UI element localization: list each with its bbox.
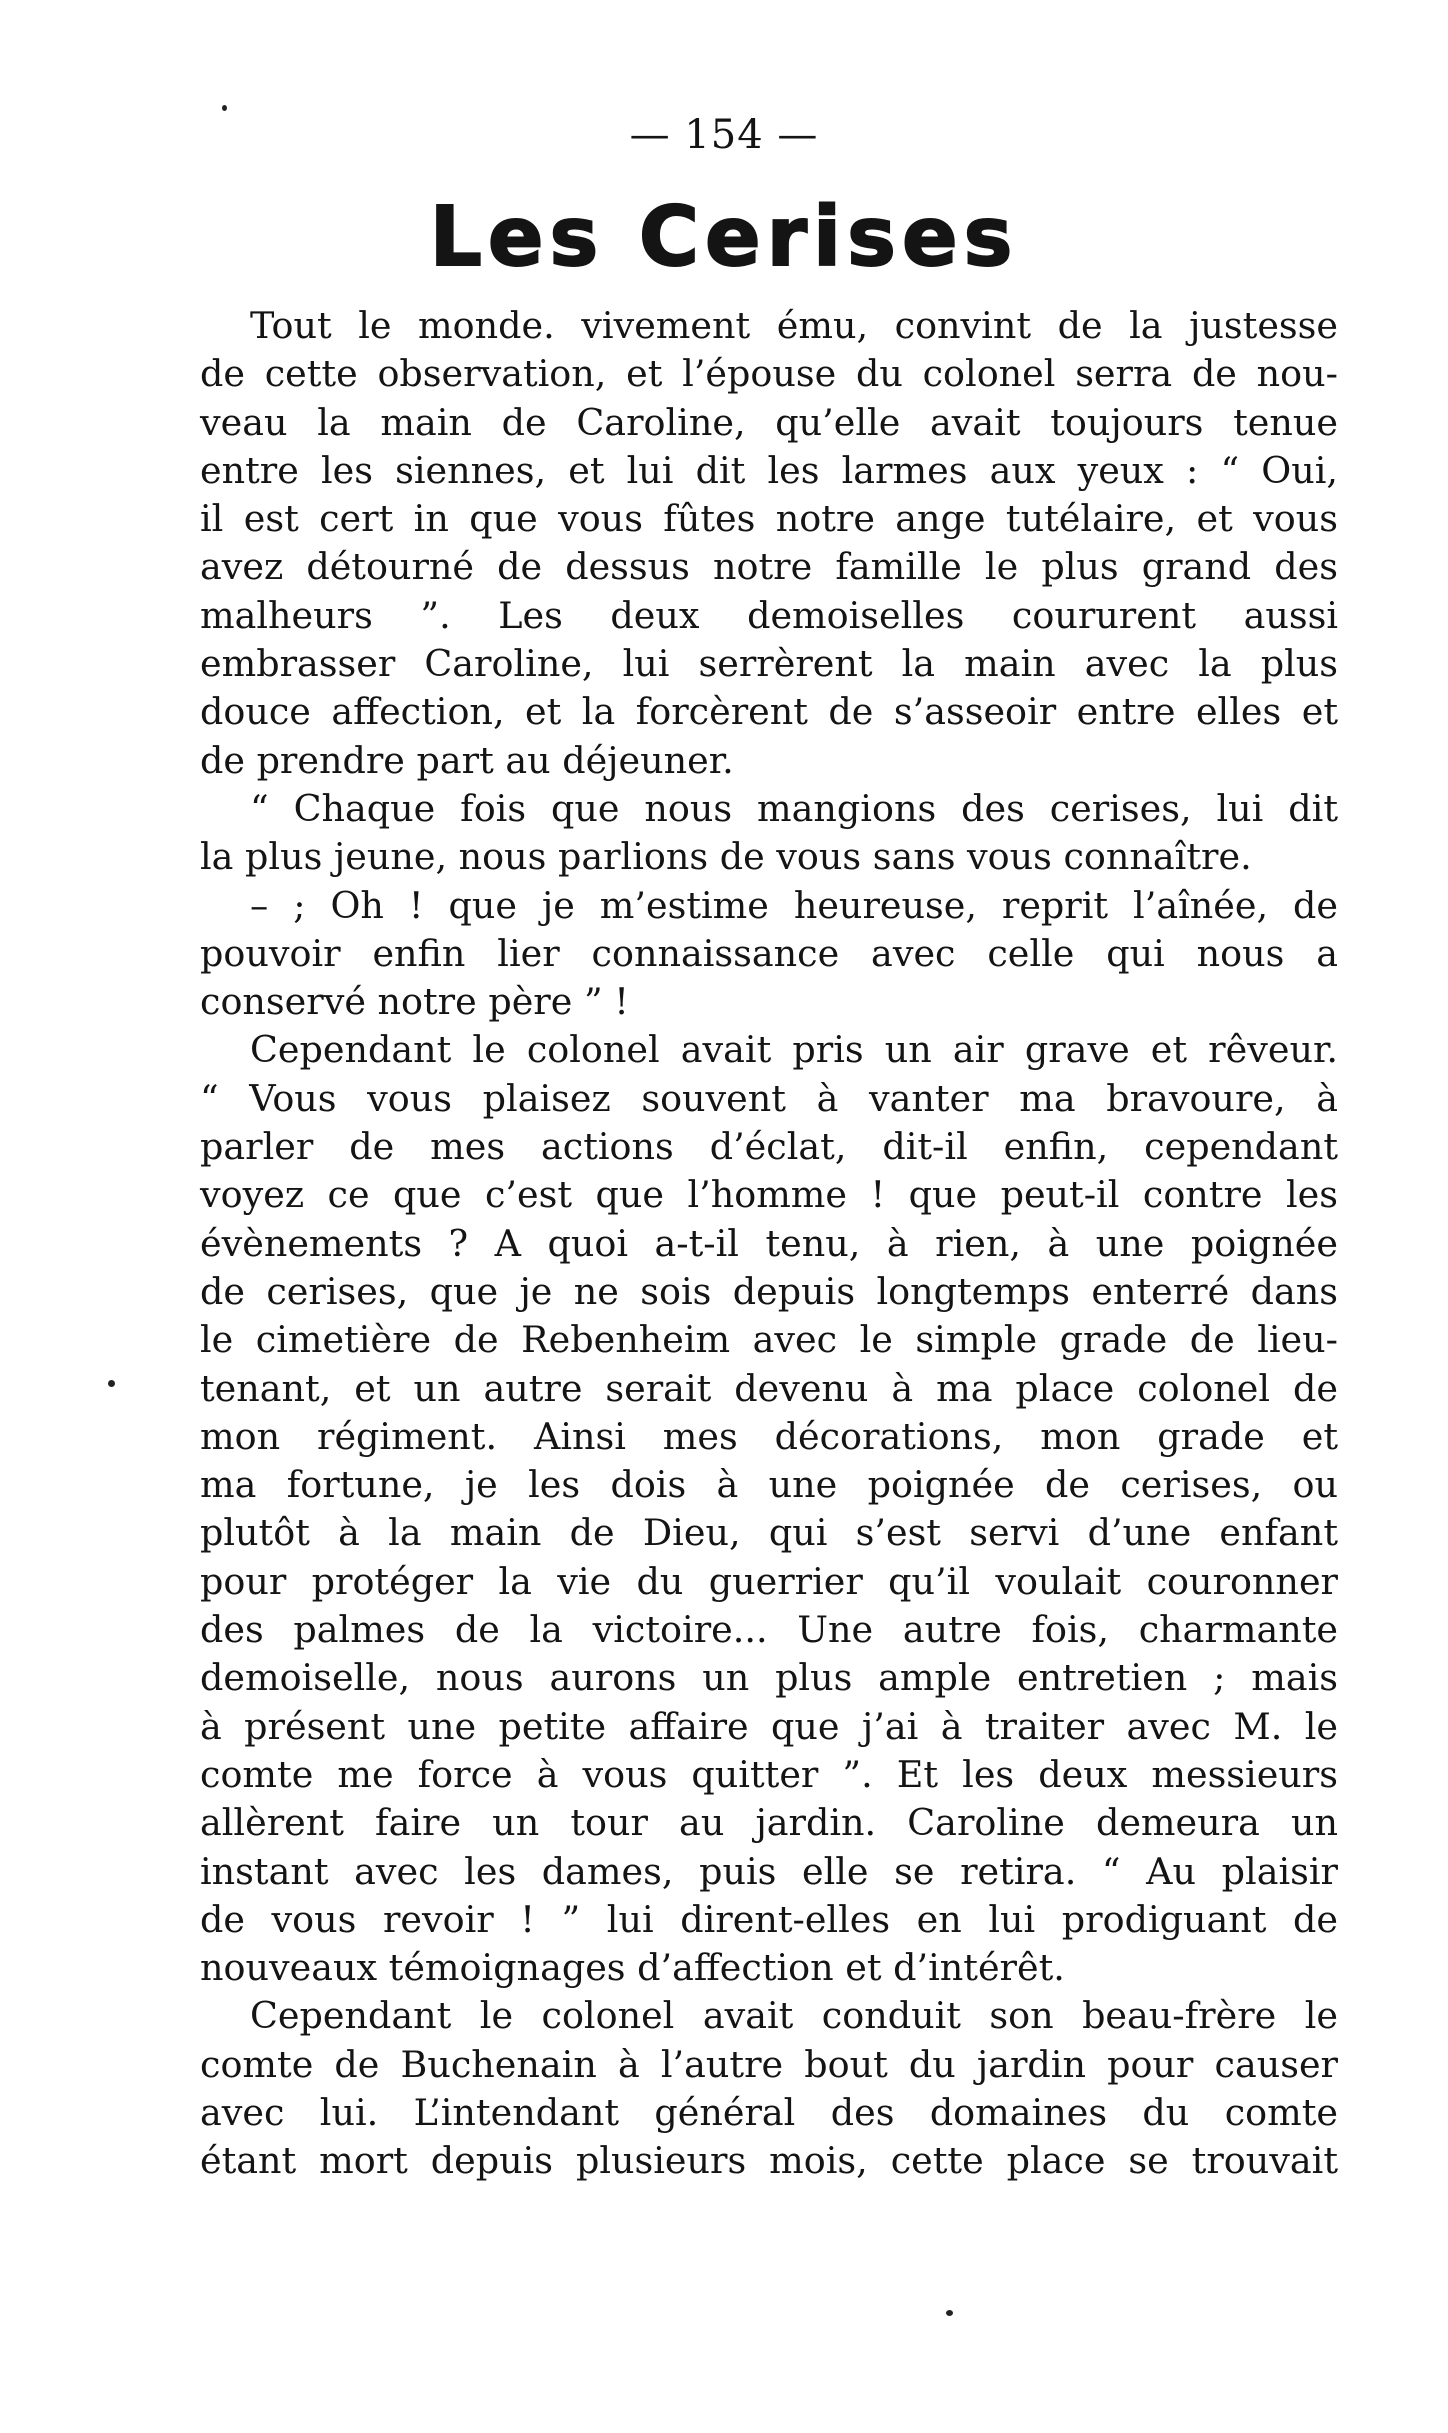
- text-line: parler de mes actions d’éclat, dit-il enfin, cependant: [200, 1125, 1338, 1169]
- text-line: comte me force à vous quitter ”. Et les deux messieurs: [200, 1752, 1338, 1796]
- text-line: embrasser Caroline, lui serrèrent la main avec la plus: [200, 642, 1338, 686]
- paragraph-4: [200, 1026, 1338, 1992]
- text-line: Cependant le colonel avait conduit son beau-frère le: [250, 1994, 1338, 2038]
- text-line: à présent une petite affaire que j’ai à traiter avec M. le: [200, 1704, 1338, 1748]
- text-line: plutôt à la main de Dieu, qui s’est servi d’une enfant: [200, 1511, 1338, 1555]
- text-line: voyez ce que c’est que l’homme ! que peut-il contre les: [200, 1173, 1338, 1217]
- text-line: il est cert in que vous fûtes notre ange tutélaire, et vous: [200, 497, 1338, 541]
- print-speck: [108, 1380, 115, 1387]
- text-line: allèrent faire un tour au jardin. Caroline demeura un: [200, 1801, 1338, 1845]
- text-line: étant mort depuis plusieurs mois, cette place se trouvait: [200, 2139, 1338, 2183]
- text-line: évènements ? A quoi a-t-il tenu, à rien, à une poignée: [200, 1221, 1338, 1265]
- text-line: de cerises, que je ne sois depuis longtemps enterré dans: [200, 1269, 1338, 1313]
- paragraph-2: [200, 785, 1338, 882]
- text-line: avez détourné de dessus notre famille le plus grand des: [200, 545, 1338, 589]
- print-speck: [222, 105, 227, 111]
- text-line: mon régiment. Ainsi mes décorations, mon grade et: [200, 1414, 1338, 1458]
- text-line: avec lui. L’intendant général des domaines du comte: [200, 2090, 1338, 2134]
- paragraph-3: [200, 882, 1338, 1027]
- text-line: la plus jeune, nous parlions de vous sans vous connaître.: [200, 835, 1252, 879]
- text-line: nouveaux témoignages d’affection et d’intérêt.: [200, 1946, 1065, 1990]
- text-line: “ Vous vous plaisez souvent à vanter ma bravoure, à: [200, 1076, 1338, 1120]
- text-line: de prendre part au déjeuner.: [200, 738, 734, 782]
- print-speck: [946, 2310, 953, 2316]
- text-line: le cimetière de Rebenheim avec le simple grade de lieu-: [200, 1318, 1338, 1362]
- text-line: ma fortune, je les dois à une poignée de cerises, ou: [200, 1463, 1338, 1507]
- body-text: [200, 302, 1338, 2186]
- text-line: de cette observation, et l’épouse du colonel serra de nou-: [200, 352, 1338, 396]
- text-line: – ; Oh ! que je m’estime heureuse, reprit l’aînée, de: [250, 883, 1338, 927]
- paragraph-1: [200, 302, 1338, 785]
- text-line: conservé notre père ” !: [200, 980, 629, 1024]
- page-number: — 154 —: [629, 112, 819, 158]
- chapter-title: Les Cerises: [429, 190, 1019, 285]
- text-line: Cependant le colonel avait pris un air grave et rêveur.: [250, 1028, 1338, 1072]
- text-line: instant avec les dames, puis elle se retira. “ Au plaisir: [200, 1849, 1338, 1893]
- text-line: malheurs ”. Les deux demoiselles coururent aussi: [200, 593, 1338, 637]
- text-line: Tout le monde. vivement ému, convint de la justesse: [250, 304, 1338, 347]
- text-line: demoiselle, nous aurons un plus ample entretien ; mais: [200, 1656, 1338, 1700]
- text-line: “ Chaque fois que nous mangions des cerises, lui dit: [250, 786, 1338, 830]
- text-line: douce affection, et la forcèrent de s’asseoir entre elles et: [200, 690, 1338, 734]
- text-line: tenant, et un autre serait devenu à ma place colonel de: [200, 1366, 1338, 1410]
- text-line: pour protéger la vie du guerrier qu’il voulait couronner: [200, 1559, 1338, 1603]
- text-line: entre les siennes, et lui dit les larmes aux yeux : “ Oui,: [200, 448, 1338, 492]
- text-line: pouvoir enfin lier connaissance avec celle qui nous a: [200, 931, 1338, 975]
- text-line: de vous revoir ! ” lui dirent-elles en lui prodiguant de: [200, 1897, 1338, 1941]
- text-line: comte de Buchenain à l’autre bout du jardin pour causer: [200, 2042, 1338, 2086]
- paragraph-5: [200, 1992, 1338, 2185]
- text-line: des palmes de la victoire... Une autre fois, charmante: [200, 1608, 1338, 1652]
- text-line: veau la main de Caroline, qu’elle avait toujours tenue: [200, 400, 1338, 444]
